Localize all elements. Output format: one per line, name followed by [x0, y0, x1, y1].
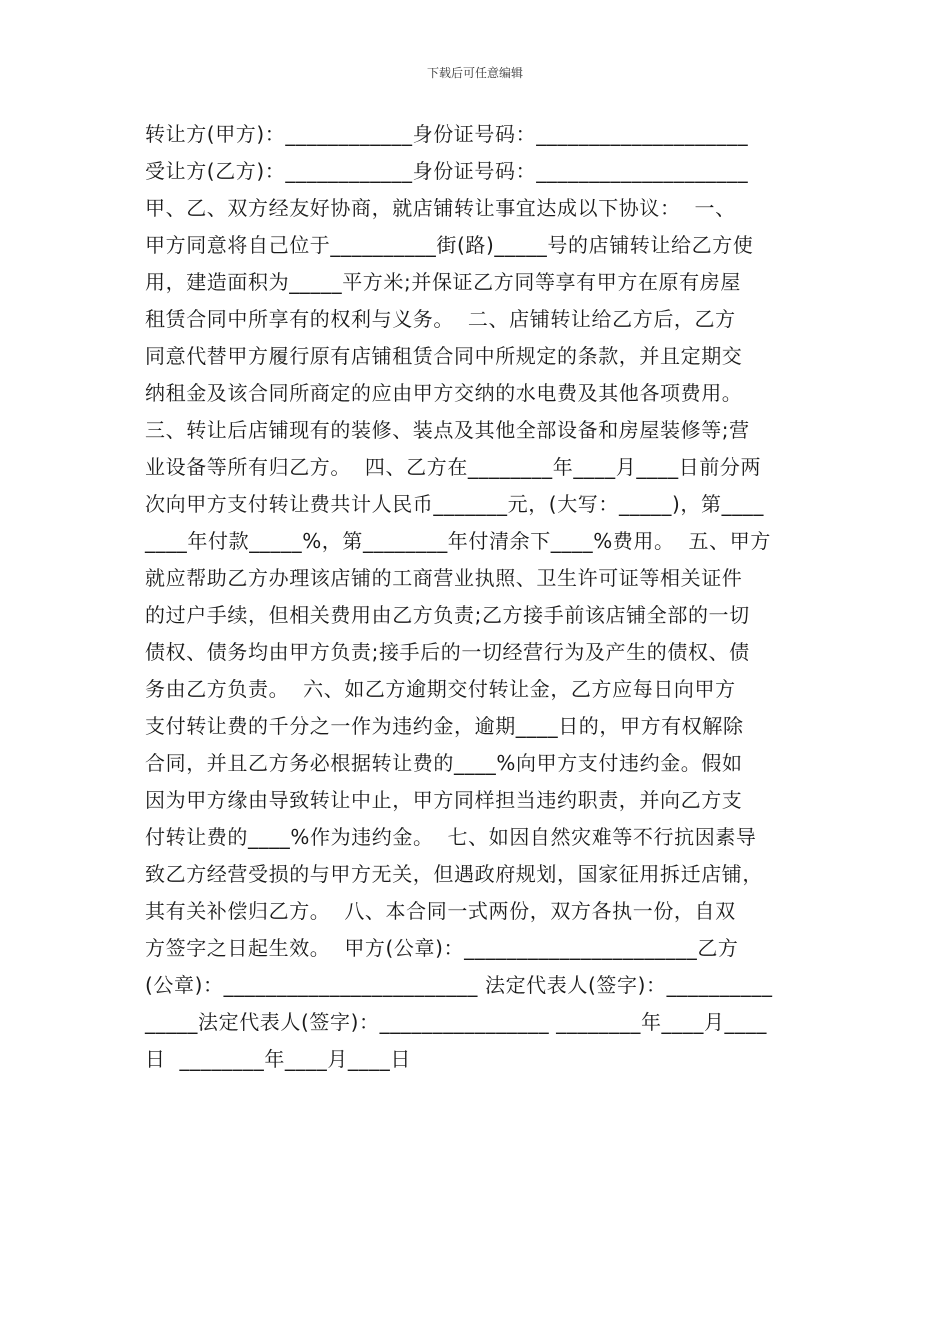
contract-line: 同意代替甲方履行原有店铺租赁合同中所规定的条款，并且定期交 — [145, 344, 743, 368]
contract-line: ____年付款_____%，第________年付清余下____%费用。 五、甲方 — [145, 529, 771, 553]
contract-line: 转让方(甲方)：____________身份证号码：____________________ — [145, 122, 749, 146]
contract-line: 甲、乙、双方经友好协商，就店铺转让事宜达成以下协议： 一、 — [145, 196, 736, 220]
contract-line: 债权、债务均由甲方负责;接手后的一切经营行为及产生的债权、债 — [145, 640, 750, 664]
page-header-note: 下载后可任意编辑 — [426, 66, 523, 80]
contract-body — [145, 116, 815, 1078]
contract-line: 甲方同意将自己位于__________街(路)_____号的店铺转让给乙方使 — [145, 233, 754, 257]
contract-line: 方签字之日起生效。 甲方(公章)：______________________乙方 — [145, 936, 739, 960]
contract-line: 租赁合同中所享有的权利与义务。 二、店铺转让给乙方后，乙方 — [145, 307, 736, 331]
contract-line: 的过户手续，但相关费用由乙方负责;乙方接手前该店铺全部的一切 — [145, 603, 750, 627]
contract-line: 其有关补偿归乙方。 八、本合同一式两份，双方各执一份，自双 — [145, 899, 736, 923]
contract-line: 支付转让费的千分之一作为违约金，逾期____日的，甲方有权解除 — [145, 714, 744, 738]
contract-line: 三、转让后店铺现有的装修、装点及其他全部设备和房屋装修等;营 — [145, 418, 750, 442]
contract-line: 受让方(乙方)：____________身份证号码：____________________ — [145, 159, 749, 183]
contract-line: 致乙方经营受损的与甲方无关，但遇政府规划，国家征用拆迁店铺， — [145, 862, 763, 886]
contract-line: 用，建造面积为_____平方米;并保证乙方同等享有甲方在原有房屋 — [145, 270, 741, 294]
contract-line: 就应帮助乙方办理该店铺的工商营业执照、卫生许可证等相关证件 — [145, 566, 743, 590]
contract-line: 合同，并且乙方务必根据转让费的____%向甲方支付违约金。假如 — [145, 751, 743, 775]
contract-line: 日 ________年____月____日 — [145, 1047, 411, 1071]
contract-line: _____法定代表人(签字)：________________ ________年____月____ — [145, 1010, 767, 1034]
contract-line: 纳租金及该合同所商定的应由甲方交纳的水电费及其他各项费用。 — [145, 381, 743, 405]
contract-line: (公章)：________________________ 法定代表人(签字)：__________ — [145, 973, 773, 997]
contract-line: 付转让费的____%作为违约金。 七、如因自然灾难等不行抗因素导 — [145, 825, 757, 849]
contract-line: 次向甲方支付转让费共计人民币_______元，(大写：_____)，第____ — [145, 492, 765, 516]
contract-line: 务由乙方负责。 六、如乙方逾期交付转让金，乙方应每日向甲方 — [145, 677, 736, 701]
contract-line: 因为甲方缘由导致转让中止，甲方同样担当违约职责，并向乙方支 — [145, 788, 743, 812]
contract-line: 业设备等所有归乙方。 四、乙方在________年____月____日前分两 — [145, 455, 762, 479]
